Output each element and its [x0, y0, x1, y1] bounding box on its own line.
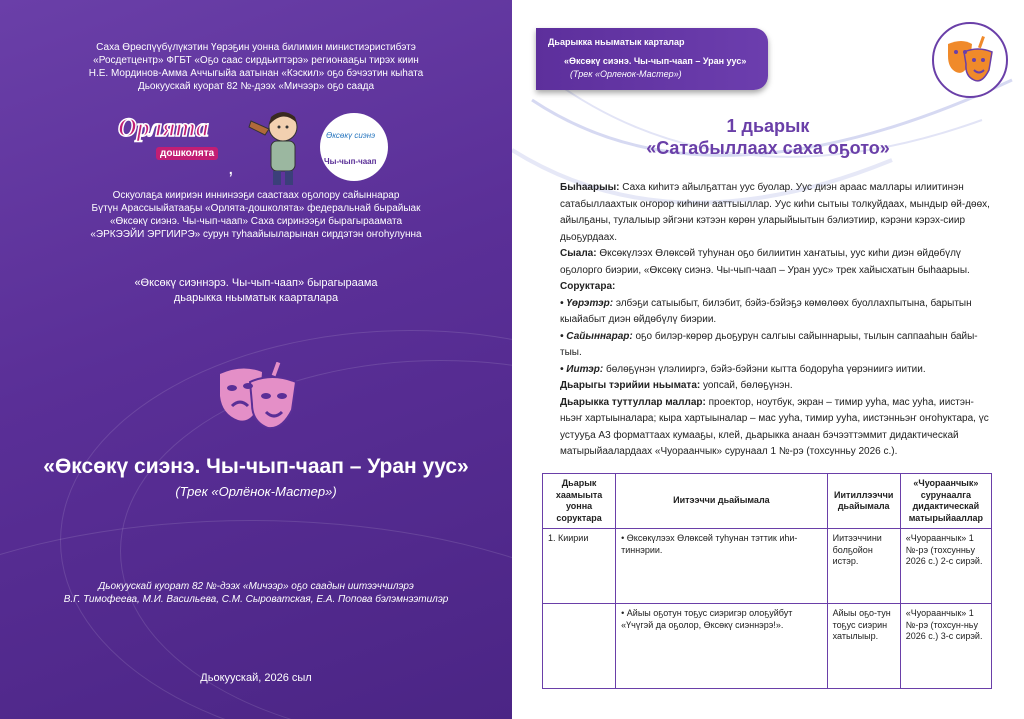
table-cell: Иитээччини болҕойон истэр. — [827, 529, 900, 604]
table-cell: • Өксөкүлээх Өлөксөй туһунан тэттик иһи-тиннэрии. — [616, 529, 827, 604]
paragraph-materials: Дьарыкка туттуллар маллар: проектор, ноутбук, экран – тимир ууһа, мас ууһа, иистэн-ньэҥ хартыыналара; кыра хартыыналар – мас ууһа, тимир ууһа, иистэнньэҥ оҥоһуктара, үс устууҕа А3 форматтаах кумааҕы, клей, дьарыкка анаан бэчээттэммит дидактическай матырыйаалардаах «Чуораанчык» сурунаал 1 №-рэ (тохсунньу 2026 с.). — [560, 396, 989, 457]
chychyp-logo: Өксөкү сиэнэ Чы-чып-чаап — [320, 113, 388, 181]
paragraph-method: Дьарыгы тэрийии ньымата: уопсай, бөлөҕүнэн. — [560, 380, 793, 391]
paragraph-definition: Быһаарыы: Саха киһитэ айылҕаттан уус буолар. Уус диэн араас маллары илиитинэн сатабыллаахтык оҥорор киһини ааттыыллар. Уус киһи сытыы толкуйдаах, мындыр өй-дөөх, айылҕаны, тулалыыр эйгэни кэтээн көрөн уларыйыытын бэлиэтиир, кэрэни кэрэх-сиир дьоҕурдаах. — [560, 182, 990, 243]
task-developing: • Сайыннарар: оҕо билэр-көрөр дьоҕурун салгыы сайыннарыы, тылын саппааһын байы-тыы. — [560, 330, 978, 358]
content-page — [512, 0, 1024, 719]
org-line: Саха Өрөспүүбүлүкэтин Үөрэҕин уонна билимин министиэристибэтэ — [96, 42, 416, 53]
table-header: Иитээччи дьайымала — [616, 474, 827, 529]
boy-mascot — [245, 107, 315, 187]
tab-title: Дьарыкка ньыматык карталар — [548, 37, 685, 47]
theater-masks-icon — [212, 362, 302, 432]
orlyata-logo: Орлята дошколята — [118, 113, 228, 175]
desc-line: Бүтүн Арассыыйатааҕы «Орлята-дошколята» федеральнай бырайыак — [91, 203, 421, 214]
paragraph-tasks: Соруктара: — [560, 281, 616, 292]
lesson-body — [560, 180, 992, 461]
desc-line: «Өксөкү сиэнэ. Чы-чып-чаап» Саха сиринээҕи бырагыраамата — [109, 216, 403, 227]
table-header: Иитиллээччи дьайымала — [827, 474, 900, 529]
comma-mark: , — [228, 157, 234, 179]
paragraph-goal: Сыала: Өксөкүлээх Өлөксөй туһунан оҕо билиитин хаҥатыы, уус киһи диэн өйдөбүлү оҕолорго биэрии, «Өксөкү сиэнэ. Чы-чып-чаап – Уран уус» трек хайысхатын быһаарыы. — [560, 248, 970, 276]
table-cell: «Чуораанчык» 1 №-рэ (тохсунньу 2026 с.) 2-с сирэй. — [900, 529, 991, 604]
table-header: Дьарык хаамыыта уонна соруктара — [543, 474, 616, 529]
table-row — [543, 529, 992, 604]
table-cell: «Чуораанчык» 1 №-рэ (тохсун-ньу 2026 с.) 3-с сирэй. — [900, 604, 991, 689]
decor-wave — [0, 520, 512, 719]
theater-masks-badge-icon — [932, 22, 1008, 98]
lesson-number: 1 дьарык — [726, 116, 810, 136]
table-header-row — [543, 474, 992, 529]
table-cell: 1. Киирии — [543, 529, 616, 604]
main-subtitle: (Трек «Орлёнок-Мастер») — [175, 484, 337, 499]
lesson-title: «Сатабыллаах саха оҕото» — [646, 138, 890, 158]
table-cell: • Айыы оҕотун тоҕус сиэригэр олоҕуйбут «Үчүгэй да оҕолор, Өксөкү сиэннэрэ!». — [616, 604, 827, 689]
main-title: «Өксөкү сиэнэ. Чы-чып-чаап – Уран уус» — [43, 455, 469, 478]
task-upbringing: • Иитэр: бөлөҕүнэн үлэлииргэ, бэйэ-бэйэни кытта бодоруһа үөрэниигэ иитии. — [560, 363, 926, 375]
program-line: дьарыкка ньыматык каарталара — [173, 292, 339, 304]
table-cell — [543, 604, 616, 689]
desc-line: Оскуолаҕа киириэн иннинээҕи саастаах оҕолору сайыннарар — [112, 190, 400, 201]
program-line: «Өксөкү сиэннэрэ. Чы-чып-чаап» бырагыраама — [134, 277, 378, 289]
org-line: «Росдетцентр» ФГБТ «Оҕо саас сирдьиттэрэ» регионааҕы тирэх киин — [93, 55, 419, 66]
org-line: Н.Е. Мординов-Амма Аччыгыйа аатынан «Кэскил» оҕо бэчээтин кыһата — [88, 68, 424, 79]
lesson-table — [542, 473, 992, 689]
table-cell: Айыы оҕо-тун тоҕус сиэрин хатылыыр. — [827, 604, 900, 689]
footer-city-year: Дьокуускай, 2026 сыл — [200, 672, 312, 684]
authors-line: В.Г. Тимофеева, М.И. Васильева, С.М. Сыроватская, Е.А. Попова бэлэмнээтилэр — [63, 594, 449, 605]
desc-line: «ЭРКЭЭЙИ ЭРГИИРЭ» сурун туһаайыыларынан сирдэтэн оҥоһулунна — [90, 229, 422, 240]
section-tab — [536, 28, 768, 90]
org-line: Дьокуускай куорат 82 №-дээх «Мичээр» оҕо саада — [137, 81, 375, 92]
tab-program: «Өксөкү сиэнэ. Чы-чып-чаап – Уран уус» — [564, 56, 747, 66]
task-teaching: • Үөрэтэр: элбэҕи сатыыбыт, билэбит, бэйэ-бэйэҕэ көмөлөөх буоллахпытына, барытын кыайабыт диэн өйдөбүлү биэрии. — [560, 297, 972, 325]
table-row — [543, 604, 992, 689]
table-header: «Чуораанчык» сурунаалга дидактическай матырыйааллар — [900, 474, 991, 529]
logo-row — [110, 105, 410, 190]
tab-track: (Трек «Орленок-Мастер») — [570, 69, 682, 79]
authors-line: Дьокуускай куорат 82 №-дээх «Мичээр» оҕо саадын иитээччилэрэ — [98, 581, 414, 592]
